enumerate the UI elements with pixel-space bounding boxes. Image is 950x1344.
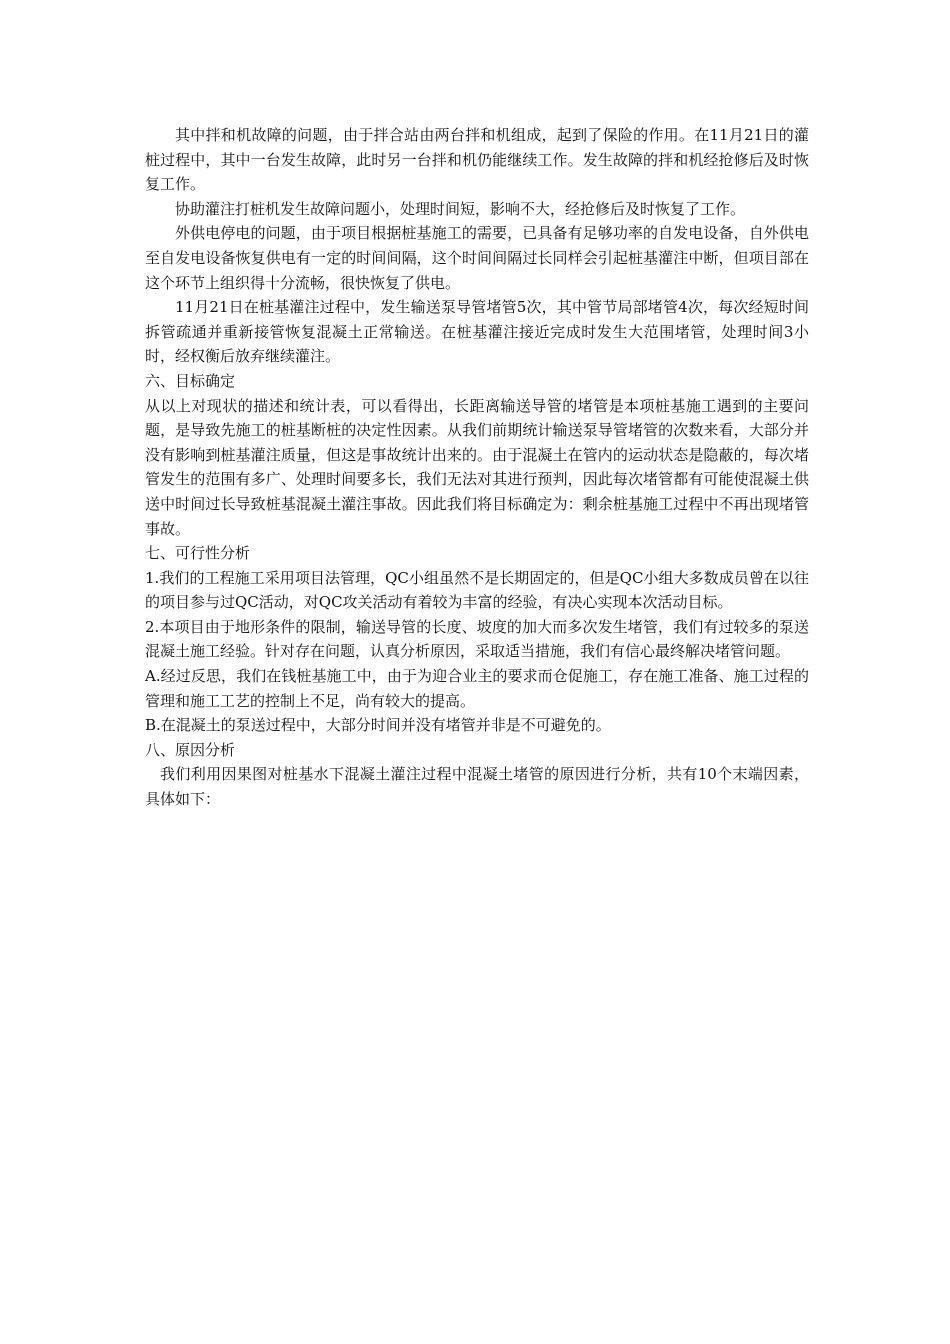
paragraph-pile-driver-failure: 协助灌注打桩机发生故障问题小，处理时间短，影响不大，经抢修后及时恢复了工作。: [175, 199, 746, 218]
section-heading-feasibility: 七、可行性分析: [145, 544, 251, 563]
paragraph-feasibility-1: 1.我们的工程施工采用项目法管理，QC小组虽然不是长期固定的，但是QC小组大多数成员曾在以往的项目参与过QC活动，对QC攻关活动有着较为丰富的经验，有决心实现本次活动目标。: [145, 568, 809, 612]
paragraph-goal: 从以上对现状的描述和统计表，可以看得出，长距离输送导管的堵管是本项桩基施工遇到的主要问题，是导致先施工的桩基断桩的决定性因素。从我们前期统计输送泵导管堵管的次数来看，大部分并没有影响到桩基灌注质量，但这是事故统计出来的。由于混凝土在管内的运动状态是隐蔽的，每次堵管发生的范围有多广、处理时间要多长，我们无法对其进行预判，因此每次堵管都有可能使混凝土供送中时间过长导致桩基混凝土灌注事故。因此我们将目标确定为：剩余桩基施工过程中不再出现堵管事故。: [145, 396, 809, 538]
paragraph-power-outage: 外供电停电的问题，由于项目根据桩基施工的需要，已具备有足够功率的自发电设备，自外供电至自发电设备恢复供电有一定的时间间隔，这个时间间隔过长同样会引起桩基灌注中断，但项目部在这个环节上组织得十分流畅，很快恢复了供电。: [145, 224, 809, 292]
paragraph-cause-analysis: 我们利用因果图对桩基水下混凝土灌注过程中混凝土堵管的原因进行分析，共有10个末端因素，具体如下：: [145, 765, 809, 809]
section-heading-cause-analysis: 八、原因分析: [145, 740, 236, 759]
document-body: [145, 123, 809, 812]
paragraph-feasibility-b: B.在混凝土的泵送过程中，大部分时间并没有堵管并非是不可避免的。: [145, 716, 611, 735]
paragraph-pipe-blockage: 11月21日在桩基灌注过程中，发生输送泵导管堵管5次，其中管节局部堵管4次，每次经短时间拆管疏通并重新接管恢复混凝土正常输送。在桩基灌注接近完成时发生大范围堵管，处理时间3小时，经权衡后放弃继续灌注。: [145, 298, 809, 366]
paragraph-feasibility-2: 2.本项目由于地形条件的限制，输送导管的长度、坡度的加大而多次发生堵管，我们有过较多的泵送混凝土施工经验。针对存在问题，认真分析原因，采取适当措施，我们有信心最终解决堵管问题。: [145, 617, 809, 661]
paragraph-mixer-failure: 其中拌和机故障的问题，由于拌合站由两台拌和机组成，起到了保险的作用。在11月21日的灌桩过程中，其中一台发生故障，此时另一台拌和机仍能继续工作。发生故障的拌和机经抢修后及时恢复工作。: [145, 126, 809, 194]
paragraph-feasibility-a: A.经过反思，我们在钱桩基施工中，由于为迎合业主的要求而仓促施工，存在施工准备、施工过程的管理和施工工艺的控制上不足，尚有较大的提高。: [145, 667, 809, 710]
section-heading-goal: 六、目标确定: [145, 371, 236, 390]
